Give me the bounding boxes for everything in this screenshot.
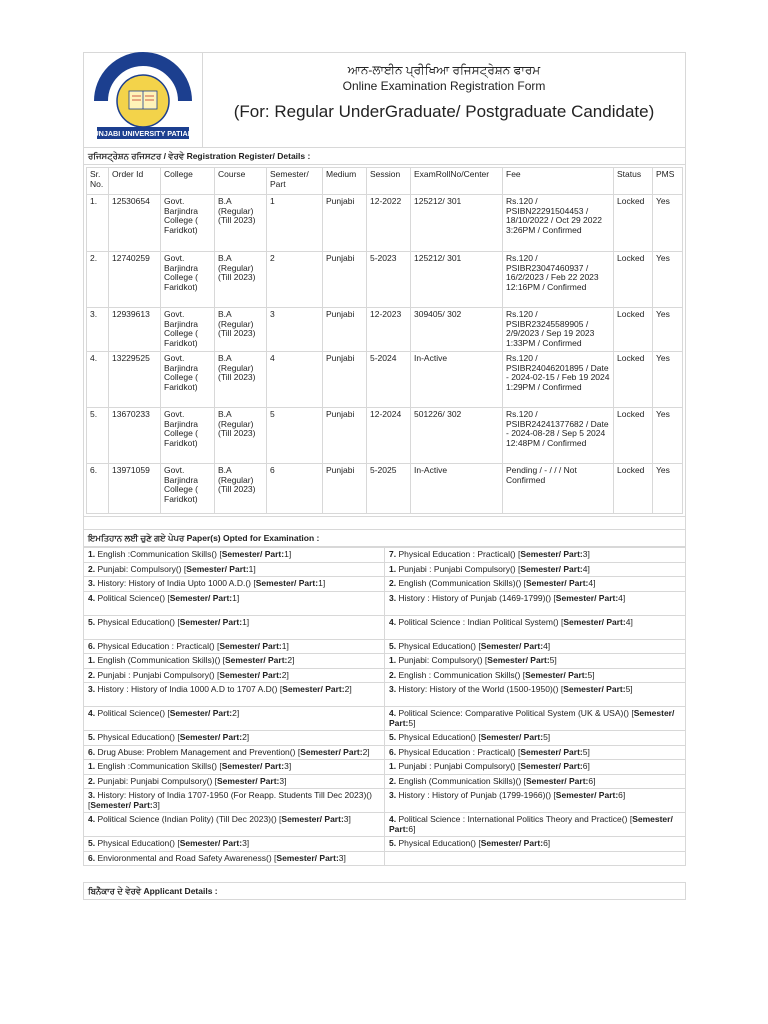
semester-part-value: 4 xyxy=(543,640,548,651)
paper-title: Punjabi: Punjabi Compulsory() xyxy=(97,775,213,786)
semester-part-label: Semester/ Part: xyxy=(480,640,544,651)
paper-cell: 3. History : History of Punjab (1469-1799)() [Semester/ Part:4] xyxy=(385,591,686,615)
registration-row xyxy=(87,252,683,308)
registration-cell-status: Locked xyxy=(614,252,653,308)
registration-row xyxy=(87,408,683,464)
paper-title: Political Science : International Politics Theory and Practice() xyxy=(398,814,628,824)
paper-number: 3. xyxy=(88,684,96,694)
semester-part-label: Semester/ Part: xyxy=(186,563,249,574)
form-title-punjabi: ਆਨ-ਲਾਈਨ ਪ੍ਰੀਖਿਆ ਰਜਿਸਟ੍ਰੇਸ਼ਨ ਫਾਰਮ xyxy=(347,63,541,77)
paper-row xyxy=(84,707,686,731)
paper-row xyxy=(84,654,686,669)
semester-part-value: 2 xyxy=(281,669,287,680)
semester-part-label: Semester/ Part: xyxy=(563,616,626,627)
registration-section xyxy=(83,165,686,517)
paper-cell xyxy=(385,851,686,866)
registration-table xyxy=(86,167,683,514)
registration-row xyxy=(87,464,683,514)
paper-title: History: History of India Upto 1000 A.D.() xyxy=(97,578,251,588)
registration-cell-order: 12740259 xyxy=(109,252,161,308)
semester-part-value: 3 xyxy=(284,761,289,771)
paper-cell: 2. Punjabi: Compulsory() [Semester/ Part:1] xyxy=(84,562,385,577)
semester-part-label: Semester/ Part: xyxy=(179,616,243,627)
registration-cell-course: B.A (Regular) (Till 2023) xyxy=(215,308,267,352)
paper-number: 6. xyxy=(88,640,96,651)
registration-cell-fee: Rs.120 / PSIBR24046201895 / Date - 2024-02-15 / Feb 19 2024 1:29PM / Confirmed xyxy=(503,352,614,408)
paper-row xyxy=(84,615,686,639)
semester-part-value: 1 xyxy=(284,549,289,559)
paper-title: English :Communication Skills() xyxy=(97,761,217,771)
paper-number: 1. xyxy=(389,655,397,665)
registration-cell-status: Locked xyxy=(614,464,653,514)
semester-part-label: Semester/ Part: xyxy=(169,592,233,603)
semester-part-value: 6 xyxy=(582,761,588,771)
registration-table-header xyxy=(87,168,683,195)
registration-cell-course: B.A (Regular) (Till 2023) xyxy=(215,464,267,514)
semester-part-value: 3 xyxy=(343,814,349,824)
paper-title: Political Science() xyxy=(97,592,166,603)
paper-number: 3. xyxy=(389,790,397,800)
registration-cell-order: 13971059 xyxy=(109,464,161,514)
registration-cell-sem: 3 xyxy=(267,308,323,352)
paper-number: 4. xyxy=(389,708,397,718)
semester-part-label: Semester/ Part: xyxy=(276,852,339,863)
registration-form-page xyxy=(83,52,686,900)
semester-part-value: 3 xyxy=(152,799,158,810)
registration-cell-sr: 4. xyxy=(87,352,109,408)
paper-cell: 3. History : History of India 1000 A.D to 1707 A.D() [Semester/ Part:2] xyxy=(84,683,385,707)
registration-cell-college: Govt. Barjindra College ( Faridkot) xyxy=(161,408,215,464)
paper-row xyxy=(84,774,686,789)
paper-row xyxy=(84,731,686,746)
semester-part-label: Semester/ Part: xyxy=(389,708,675,728)
paper-number: 2. xyxy=(389,775,397,786)
form-title-english: Online Examination Registration Form xyxy=(342,79,546,93)
registration-cell-medium: Punjabi xyxy=(323,352,367,408)
paper-cell: 5. Physical Education() [Semester/ Part:6] xyxy=(385,837,686,852)
col-header: Order Id xyxy=(109,168,161,195)
registration-cell-order: 12530654 xyxy=(109,195,161,252)
registration-cell-fee: Rs.120 / PSIBR24241377682 / Date - 2024-08-28 / Sep 5 2024 12:48PM / Confirmed xyxy=(503,408,614,464)
registration-cell-sem: 5 xyxy=(267,408,323,464)
paper-cell: 4. Political Science : International Politics Theory and Practice() [Semester/ Part:6] xyxy=(385,813,686,837)
logo-caption: PUNJABI UNIVERSITY PATIALA xyxy=(88,129,198,138)
registration-row xyxy=(87,195,683,252)
registration-cell-session: 5-2024 xyxy=(367,352,411,408)
semester-part-label: Semester/ Part: xyxy=(255,578,319,588)
paper-title: Physical Education() xyxy=(398,640,476,651)
paper-cell: 4. Political Science : Indian Political System() [Semester/ Part:4] xyxy=(385,615,686,639)
paper-number: 7. xyxy=(389,549,397,559)
registration-cell-sr: 3. xyxy=(87,308,109,352)
semester-part-label: Semester/ Part: xyxy=(169,708,233,718)
semester-part-value: 2 xyxy=(287,655,293,665)
col-header: Course xyxy=(215,168,267,195)
paper-number: 5. xyxy=(88,732,96,742)
semester-part-label: Semester/ Part: xyxy=(563,684,626,694)
col-header: Fee xyxy=(503,168,614,195)
paper-cell: 6. Envioronmental and Road Safety Awareness() [Semester/ Part:3] xyxy=(84,851,385,866)
registration-cell-fee: Rs.120 / PSIBR23245589905 / 2/9/2023 / Sep 19 2023 1:33PM / Confirmed xyxy=(503,308,614,352)
semester-part-value: 2 xyxy=(232,708,237,718)
paper-number: 2. xyxy=(88,669,96,680)
semester-part-value: 5 xyxy=(549,655,555,665)
paper-cell: 5. Physical Education() [Semester/ Part:4] xyxy=(385,639,686,654)
paper-cell: 2. English (Communication Skills)() [Semester/ Part:6] xyxy=(385,774,686,789)
paper-cell: 1. English :Communication Skills() [Semester/ Part:3] xyxy=(84,760,385,775)
paper-cell: 5. Physical Education() [Semester/ Part:2] xyxy=(84,731,385,746)
paper-title: Punjabi: Compulsory() xyxy=(398,655,483,665)
registration-cell-college: Govt. Barjindra College ( Faridkot) xyxy=(161,352,215,408)
semester-part-label: Semester/ Part: xyxy=(219,669,282,680)
registration-cell-course: B.A (Regular) (Till 2023) xyxy=(215,252,267,308)
col-header: College xyxy=(161,168,215,195)
paper-number: 3. xyxy=(389,684,397,694)
paper-cell: 4. Political Science() [Semester/ Part:2] xyxy=(84,707,385,731)
semester-part-label: Semester/ Part: xyxy=(555,790,619,800)
paper-row xyxy=(84,760,686,775)
semester-part-value: 5 xyxy=(582,746,588,757)
semester-part-label: Semester/ Part: xyxy=(217,775,280,786)
registration-cell-pms: Yes xyxy=(653,464,683,514)
paper-cell: 3. History: History of India Upto 1000 A.D.() [Semester/ Part:1] xyxy=(84,577,385,592)
paper-row xyxy=(84,851,686,866)
registration-cell-roll: 125212/ 301 xyxy=(411,252,503,308)
registration-cell-fee: Pending / - / / / Not Confirmed xyxy=(503,464,614,514)
paper-row xyxy=(84,813,686,837)
semester-part-value: 6 xyxy=(588,775,594,786)
paper-title: English :Communication Skills() xyxy=(97,549,217,559)
paper-cell: 1. Punjabi : Punjabi Compulsory() [Semester/ Part:6] xyxy=(385,760,686,775)
paper-title: English : Communication Skills() xyxy=(398,669,521,680)
registration-cell-college: Govt. Barjindra College ( Faridkot) xyxy=(161,308,215,352)
registration-cell-course: B.A (Regular) (Till 2023) xyxy=(215,195,267,252)
section-gap xyxy=(83,517,686,530)
registration-cell-pms: Yes xyxy=(653,195,683,252)
semester-part-label: Semester/ Part: xyxy=(480,732,544,742)
registration-cell-course: B.A (Regular) (Till 2023) xyxy=(215,352,267,408)
paper-title: Punjabi : Punjabi Compulsory() xyxy=(398,761,516,771)
paper-number: 6. xyxy=(389,746,397,757)
paper-title: Physical Education() xyxy=(97,838,175,848)
semester-part-value: 1 xyxy=(248,563,254,574)
semester-part-label: Semester/ Part: xyxy=(179,838,243,848)
paper-number: 1. xyxy=(389,761,397,771)
paper-title: Punjabi : Punjabi Compulsory() xyxy=(398,563,516,574)
paper-number: 6. xyxy=(88,852,96,863)
semester-part-value: 3 xyxy=(279,775,285,786)
registration-cell-order: 12939613 xyxy=(109,308,161,352)
registration-row xyxy=(87,308,683,352)
registration-cell-fee: Rs.120 / PSIBN22291504453 / 18/10/2022 / Oct 29 2022 3:26PM / Confirmed xyxy=(503,195,614,252)
paper-row xyxy=(84,683,686,707)
paper-row xyxy=(84,837,686,852)
registration-cell-pms: Yes xyxy=(653,308,683,352)
paper-cell: 3. History: History of the World (1500-1950)() [Semester/ Part:5] xyxy=(385,683,686,707)
paper-title: Physical Education : Practical() xyxy=(97,640,215,651)
semester-part-value: 2 xyxy=(362,746,368,757)
paper-title: English (Communication Skills)() xyxy=(97,655,221,665)
paper-number: 4. xyxy=(88,592,96,603)
semester-part-label: Semester/ Part: xyxy=(555,592,619,603)
semester-part-label: Semester/ Part: xyxy=(219,640,282,651)
paper-cell: 4. Political Science (Indian Polity) (Till Dec 2023)() [Semester/ Part:3] xyxy=(84,813,385,837)
semester-part-value: 2 xyxy=(242,732,247,742)
registration-cell-pms: Yes xyxy=(653,352,683,408)
paper-title: Political Science (Indian Polity) (Till Dec 2023)() xyxy=(97,814,277,824)
paper-number: 3. xyxy=(88,790,96,800)
col-header: Semester/ Part xyxy=(267,168,323,195)
semester-part-value: 1 xyxy=(281,640,287,651)
paper-title: Punjabi : Punjabi Compulsory() xyxy=(97,669,215,680)
registration-cell-status: Locked xyxy=(614,308,653,352)
semester-part-label: Semester/ Part: xyxy=(525,669,588,680)
registration-cell-college: Govt. Barjindra College ( Faridkot) xyxy=(161,252,215,308)
registration-cell-roll: 125212/ 301 xyxy=(411,195,503,252)
paper-cell: 6. Physical Education : Practical() [Semester/ Part:5] xyxy=(385,745,686,760)
registration-cell-medium: Punjabi xyxy=(323,308,367,352)
col-header: ExamRollNo/Center xyxy=(411,168,503,195)
paper-row xyxy=(84,668,686,683)
paper-number: 6. xyxy=(88,746,96,757)
paper-cell: 2. English : Communication Skills() [Semester/ Part:5] xyxy=(385,668,686,683)
paper-cell: 5. Physical Education() [Semester/ Part:1] xyxy=(84,615,385,639)
registration-cell-pms: Yes xyxy=(653,252,683,308)
semester-part-label: Semester/ Part: xyxy=(520,761,583,771)
paper-number: 5. xyxy=(389,732,397,742)
semester-part-value: 3 xyxy=(338,852,344,863)
paper-cell: 1. Punjabi: Compulsory() [Semester/ Part:5] xyxy=(385,654,686,669)
papers-heading: ਇਮਤਿਹਾਨ ਲਈ ਚੁਣੇ ਗਏ ਪੇਪਰ Paper(s) Opted for Examination : xyxy=(83,530,686,547)
col-header: PMS xyxy=(653,168,683,195)
paper-title: Political Science : Indian Political System() xyxy=(398,616,559,627)
paper-number: 4. xyxy=(88,814,96,824)
registration-cell-college: Govt. Barjindra College ( Faridkot) xyxy=(161,195,215,252)
paper-row xyxy=(84,745,686,760)
paper-row xyxy=(84,789,686,813)
semester-part-value: 6 xyxy=(618,790,623,800)
paper-number: 4. xyxy=(389,616,397,627)
registration-heading: ਰਜਿਸਟ੍ਰੇਸ਼ਨ ਰਜਿਸਟਰ / ਵੇਰਵੇ Registration Register/ Details : xyxy=(83,148,686,165)
university-emblem-icon xyxy=(88,57,198,143)
paper-row xyxy=(84,591,686,615)
col-header: Session xyxy=(367,168,411,195)
paper-cell: 6. Drug Abuse: Problem Management and Prevention() [Semester/ Part:2] xyxy=(84,745,385,760)
registration-cell-sr: 2. xyxy=(87,252,109,308)
applicant-heading: ਬਿਨੈਕਾਰ ਦੇ ਵੇਰਵੇ Applicant Details : xyxy=(83,882,686,900)
paper-number: 2. xyxy=(88,775,96,786)
paper-title: English (Communication Skills)() xyxy=(398,775,522,786)
registration-cell-sem: 2 xyxy=(267,252,323,308)
paper-title: Punjabi: Compulsory() xyxy=(97,563,182,574)
registration-cell-order: 13670233 xyxy=(109,408,161,464)
registration-cell-roll: 501226/ 302 xyxy=(411,408,503,464)
paper-title: Physical Education() xyxy=(398,732,476,742)
registration-cell-course: B.A (Regular) (Till 2023) xyxy=(215,408,267,464)
semester-part-label: Semester/ Part: xyxy=(90,799,153,810)
semester-part-label: Semester/ Part: xyxy=(480,838,544,848)
paper-cell: 5. Physical Education() [Semester/ Part:3] xyxy=(84,837,385,852)
paper-cell: 3. History : History of Punjab (1799-1966)() [Semester/ Part:6] xyxy=(385,789,686,813)
form-header xyxy=(83,52,686,148)
semester-part-value: 6 xyxy=(543,838,548,848)
paper-title: History : History of Punjab (1799-1966)() xyxy=(398,790,552,800)
semester-part-label: Semester/ Part: xyxy=(520,563,583,574)
paper-title: History : History of India 1000 A.D to 1707 A.D() xyxy=(97,684,278,694)
semester-part-label: Semester/ Part: xyxy=(221,549,285,559)
paper-number: 1. xyxy=(389,563,397,574)
semester-part-label: Semester/ Part: xyxy=(520,549,583,559)
paper-title: History: History of India 1707-1950 (For Reapp. Students Till Dec 2023)() xyxy=(97,790,372,800)
registration-cell-session: 5-2025 xyxy=(367,464,411,514)
registration-cell-fee: Rs.120 / PSIBR23047460937 / 16/2/2023 / Feb 22 2023 12:16PM / Confirmed xyxy=(503,252,614,308)
paper-title: Physical Education() xyxy=(398,838,476,848)
paper-number: 4. xyxy=(88,708,96,718)
registration-cell-roll: In-Active xyxy=(411,352,503,408)
paper-number: 1. xyxy=(88,655,96,665)
registration-cell-sem: 1 xyxy=(267,195,323,252)
papers-table xyxy=(83,547,686,866)
paper-number: 2. xyxy=(389,669,397,680)
semester-part-label: Semester/ Part: xyxy=(221,761,285,771)
semester-part-label: Semester/ Part: xyxy=(282,684,345,694)
paper-title: History: History of the World (1500-1950)() xyxy=(398,684,559,694)
paper-cell: 6. Physical Education : Practical() [Semester/ Part:1] xyxy=(84,639,385,654)
semester-part-label: Semester/ Part: xyxy=(281,814,344,824)
paper-row xyxy=(84,548,686,563)
registration-cell-order: 13229525 xyxy=(109,352,161,408)
registration-cell-session: 12-2023 xyxy=(367,308,411,352)
form-subtitle: (For: Regular UnderGraduate/ Postgraduate Candidate) xyxy=(233,102,655,121)
paper-number: 1. xyxy=(88,549,96,559)
paper-cell: 2. Punjabi: Punjabi Compulsory() [Semester/ Part:3] xyxy=(84,774,385,789)
registration-cell-medium: Punjabi xyxy=(323,408,367,464)
paper-title: English (Communication Skills)() xyxy=(398,578,522,588)
paper-row xyxy=(84,639,686,654)
registration-cell-roll: In-Active xyxy=(411,464,503,514)
paper-cell: 2. English (Communication Skills)() [Semester/ Part:4] xyxy=(385,577,686,592)
col-header: Medium xyxy=(323,168,367,195)
semester-part-label: Semester/ Part: xyxy=(300,746,363,757)
semester-part-label: Semester/ Part: xyxy=(526,578,589,588)
registration-cell-sr: 5. xyxy=(87,408,109,464)
semester-part-label: Semester/ Part: xyxy=(526,775,589,786)
semester-part-label: Semester/ Part: xyxy=(225,655,288,665)
paper-title: Envioronmental and Road Safety Awareness() xyxy=(97,852,272,863)
semester-part-value: 4 xyxy=(618,592,623,603)
paper-cell: 1. English :Communication Skills() [Semester/ Part:1] xyxy=(84,548,385,563)
semester-part-label: Semester/ Part: xyxy=(520,746,583,757)
paper-number: 3. xyxy=(389,592,397,603)
semester-part-value: 4 xyxy=(582,563,588,574)
paper-number: 3. xyxy=(88,578,96,588)
paper-number: 2. xyxy=(88,563,96,574)
paper-title: Drug Abuse: Problem Management and Prevention() xyxy=(97,746,296,757)
paper-title: Physical Education() xyxy=(97,732,175,742)
semester-part-value: 2 xyxy=(344,684,350,694)
registration-cell-session: 12-2022 xyxy=(367,195,411,252)
semester-part-value: 1 xyxy=(318,578,323,588)
semester-part-value: 4 xyxy=(625,616,631,627)
semester-part-label: Semester/ Part: xyxy=(179,732,243,742)
registration-cell-session: 5-2023 xyxy=(367,252,411,308)
paper-cell: 1. Punjabi : Punjabi Compulsory() [Semester/ Part:4] xyxy=(385,562,686,577)
paper-number: 5. xyxy=(88,838,96,848)
semester-part-label: Semester/ Part: xyxy=(389,814,673,834)
paper-row xyxy=(84,577,686,592)
paper-title: Political Science: Comparative Political System (UK & USA)() xyxy=(398,708,629,718)
semester-part-value: 1 xyxy=(242,616,247,627)
paper-title: Physical Education : Practical() xyxy=(398,549,516,559)
paper-title: Physical Education : Practical() xyxy=(398,746,516,757)
paper-cell: 5. Physical Education() [Semester/ Part:5] xyxy=(385,731,686,746)
col-header: Sr. No. xyxy=(87,168,109,195)
registration-cell-status: Locked xyxy=(614,352,653,408)
paper-number: 4. xyxy=(389,814,397,824)
paper-cell: 3. History: History of India 1707-1950 (For Reapp. Students Till Dec 2023)() [Semester/ Part:3] xyxy=(84,789,385,813)
paper-title: Physical Education() xyxy=(97,616,175,627)
semester-part-value: 1 xyxy=(232,592,237,603)
registration-cell-status: Locked xyxy=(614,195,653,252)
registration-cell-medium: Punjabi xyxy=(323,464,367,514)
registration-cell-medium: Punjabi xyxy=(323,252,367,308)
registration-row xyxy=(87,352,683,408)
paper-cell: 2. Punjabi : Punjabi Compulsory() [Semester/ Part:2] xyxy=(84,668,385,683)
registration-cell-medium: Punjabi xyxy=(323,195,367,252)
university-logo xyxy=(84,53,203,147)
registration-cell-session: 12-2024 xyxy=(367,408,411,464)
paper-title: History : History of Punjab (1469-1799)() xyxy=(398,592,552,603)
semester-part-value: 3 xyxy=(582,549,588,559)
registration-cell-sem: 6 xyxy=(267,464,323,514)
semester-part-value: 5 xyxy=(543,732,548,742)
col-header: Status xyxy=(614,168,653,195)
registration-cell-sr: 6. xyxy=(87,464,109,514)
paper-cell: 4. Political Science() [Semester/ Part:1] xyxy=(84,591,385,615)
registration-cell-sr: 1. xyxy=(87,195,109,252)
semester-part-value: 5 xyxy=(625,684,631,694)
registration-cell-sem: 4 xyxy=(267,352,323,408)
registration-cell-status: Locked xyxy=(614,408,653,464)
paper-cell: 4. Political Science: Comparative Political System (UK & USA)() [Semester/ Part:5] xyxy=(385,707,686,731)
registration-cell-pms: Yes xyxy=(653,408,683,464)
paper-cell: 7. Physical Education : Practical() [Semester/ Part:3] xyxy=(385,548,686,563)
semester-part-label: Semester/ Part: xyxy=(487,655,550,665)
paper-number: 1. xyxy=(88,761,96,771)
paper-row xyxy=(84,562,686,577)
paper-number: 5. xyxy=(88,616,96,627)
paper-number: 5. xyxy=(389,838,397,848)
registration-cell-roll: 309405/ 302 xyxy=(411,308,503,352)
paper-number: 5. xyxy=(389,640,397,651)
semester-part-value: 4 xyxy=(588,578,594,588)
paper-title: Political Science() xyxy=(97,708,166,718)
paper-number: 2. xyxy=(389,578,397,588)
registration-cell-college: Govt. Barjindra College ( Faridkot) xyxy=(161,464,215,514)
semester-part-value: 6 xyxy=(408,823,414,834)
semester-part-value: 5 xyxy=(408,717,414,728)
semester-part-value: 3 xyxy=(242,838,247,848)
semester-part-value: 5 xyxy=(587,669,593,680)
paper-cell: 1. English (Communication Skills)() [Semester/ Part:2] xyxy=(84,654,385,669)
